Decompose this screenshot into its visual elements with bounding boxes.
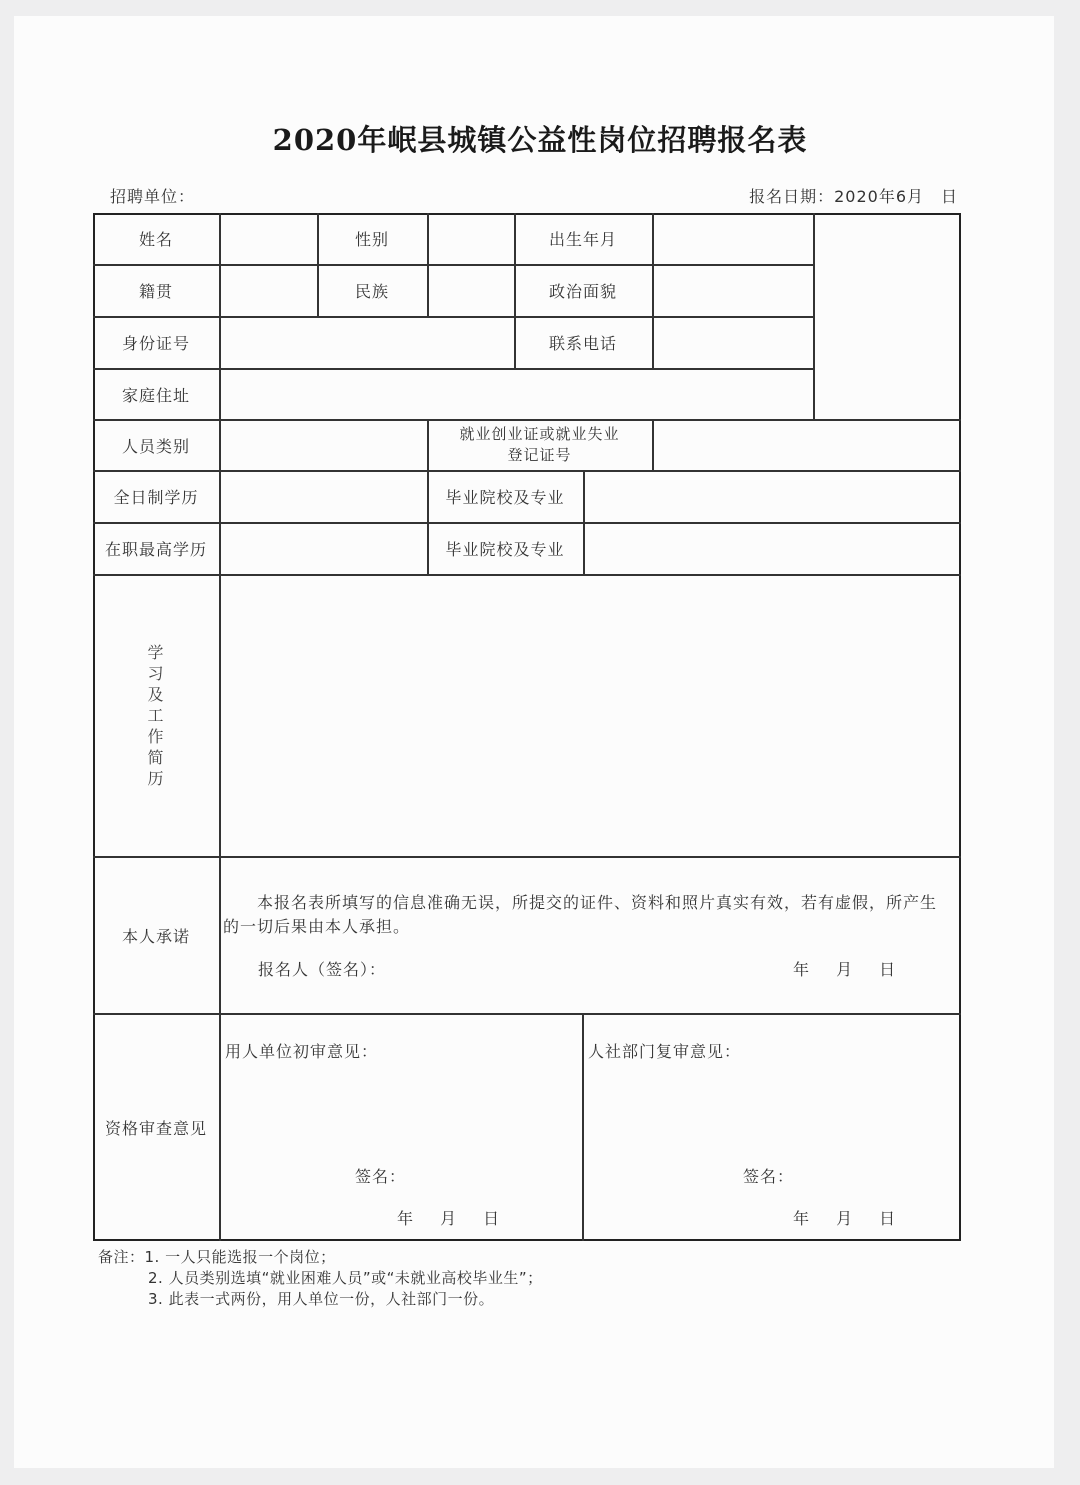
pledge-date: 年 月 日 — [793, 960, 896, 979]
hr-review-title: 人社部门复审意见： — [588, 1042, 742, 1061]
notes — [98, 1247, 543, 1310]
employer-sign-label: 签名： — [355, 1167, 407, 1186]
id-number-field[interactable] — [220, 317, 514, 368]
birth-field[interactable] — [653, 213, 813, 264]
native-place-field[interactable] — [220, 265, 317, 316]
registration-date-label: 报名日期：2020年6月 日 — [749, 187, 958, 206]
employment-cert-label — [427, 420, 652, 470]
phone-field[interactable] — [653, 317, 813, 368]
note-item: 1. 一人只能选报一个岗位； — [144, 1248, 336, 1266]
resume-char: 工 — [147, 706, 165, 725]
address-field[interactable] — [220, 369, 813, 419]
resume-char: 习 — [147, 664, 165, 683]
note-item: 3. 此表一式两份，用人单位一份，人社部门一份。 — [148, 1290, 495, 1308]
resume-char: 及 — [147, 685, 165, 704]
school-major-field-2[interactable] — [584, 523, 959, 574]
resume-char: 简 — [147, 748, 165, 767]
resume-char: 学 — [147, 643, 165, 662]
employment-cert-label-line2: 登记证号 — [507, 446, 572, 464]
fulltime-education-field[interactable] — [220, 471, 427, 522]
onjob-education-label: 在职最高学历 — [104, 540, 207, 559]
school-major-label-1: 毕业院校及专业 — [445, 488, 565, 507]
category-label: 人员类别 — [121, 436, 190, 456]
row-line — [93, 856, 961, 858]
pledge-label: 本人承诺 — [121, 926, 190, 946]
gender-label: 性别 — [354, 230, 389, 249]
hr-sign-label: 签名： — [743, 1167, 795, 1186]
row-line — [93, 1013, 961, 1015]
category-field[interactable] — [220, 420, 427, 470]
ethnicity-field[interactable] — [428, 265, 514, 316]
resume-char: 作 — [147, 727, 165, 746]
name-field[interactable] — [220, 213, 317, 264]
resume-label — [93, 575, 219, 856]
resume-field[interactable] — [220, 575, 959, 856]
review-label: 资格审查意见 — [104, 1119, 207, 1138]
note-item: 2. 人员类别选填“就业困难人员”或“未就业高校毕业生”； — [148, 1269, 543, 1287]
fulltime-education-label: 全日制学历 — [113, 488, 199, 507]
recruiting-unit-label: 招聘单位： — [110, 187, 196, 206]
employer-review-title: 用人单位初审意见： — [225, 1042, 379, 1061]
name-label: 姓名 — [138, 230, 173, 249]
employer-review-date: 年 月 日 — [397, 1209, 500, 1228]
political-status-field[interactable] — [653, 265, 813, 316]
notes-prefix: 备注： — [98, 1248, 145, 1266]
resume-char: 历 — [147, 769, 165, 788]
native-place-label: 籍贯 — [138, 282, 173, 301]
gender-field[interactable] — [428, 213, 514, 264]
ethnicity-label: 民族 — [354, 282, 389, 301]
pledge-signer-label: 报名人（签名）： — [258, 960, 387, 979]
political-status-label: 政治面貌 — [548, 282, 617, 301]
id-number-label: 身份证号 — [121, 334, 190, 353]
address-label: 家庭住址 — [121, 385, 190, 405]
phone-label: 联系电话 — [548, 334, 617, 353]
registration-form-table — [93, 213, 961, 1241]
hr-review-date: 年 月 日 — [793, 1209, 896, 1228]
photo-box[interactable] — [814, 213, 959, 419]
employment-cert-label-line1: 就业创业证或就业失业 — [459, 425, 620, 443]
school-major-label-2: 毕业院校及专业 — [445, 540, 565, 559]
onjob-education-field[interactable] — [220, 523, 427, 574]
pledge-text: 本报名表所填写的信息准确无误，所提交的证件、资料和照片真实有效，若有虚假，所产生的一切后果由本人承担。 — [223, 893, 938, 936]
school-major-field-1[interactable] — [584, 471, 959, 522]
birth-label: 出生年月 — [548, 230, 617, 249]
employment-cert-field[interactable] — [653, 420, 959, 470]
form-title: 2020年岷县城镇公益性岗位招聘报名表 — [272, 123, 808, 157]
